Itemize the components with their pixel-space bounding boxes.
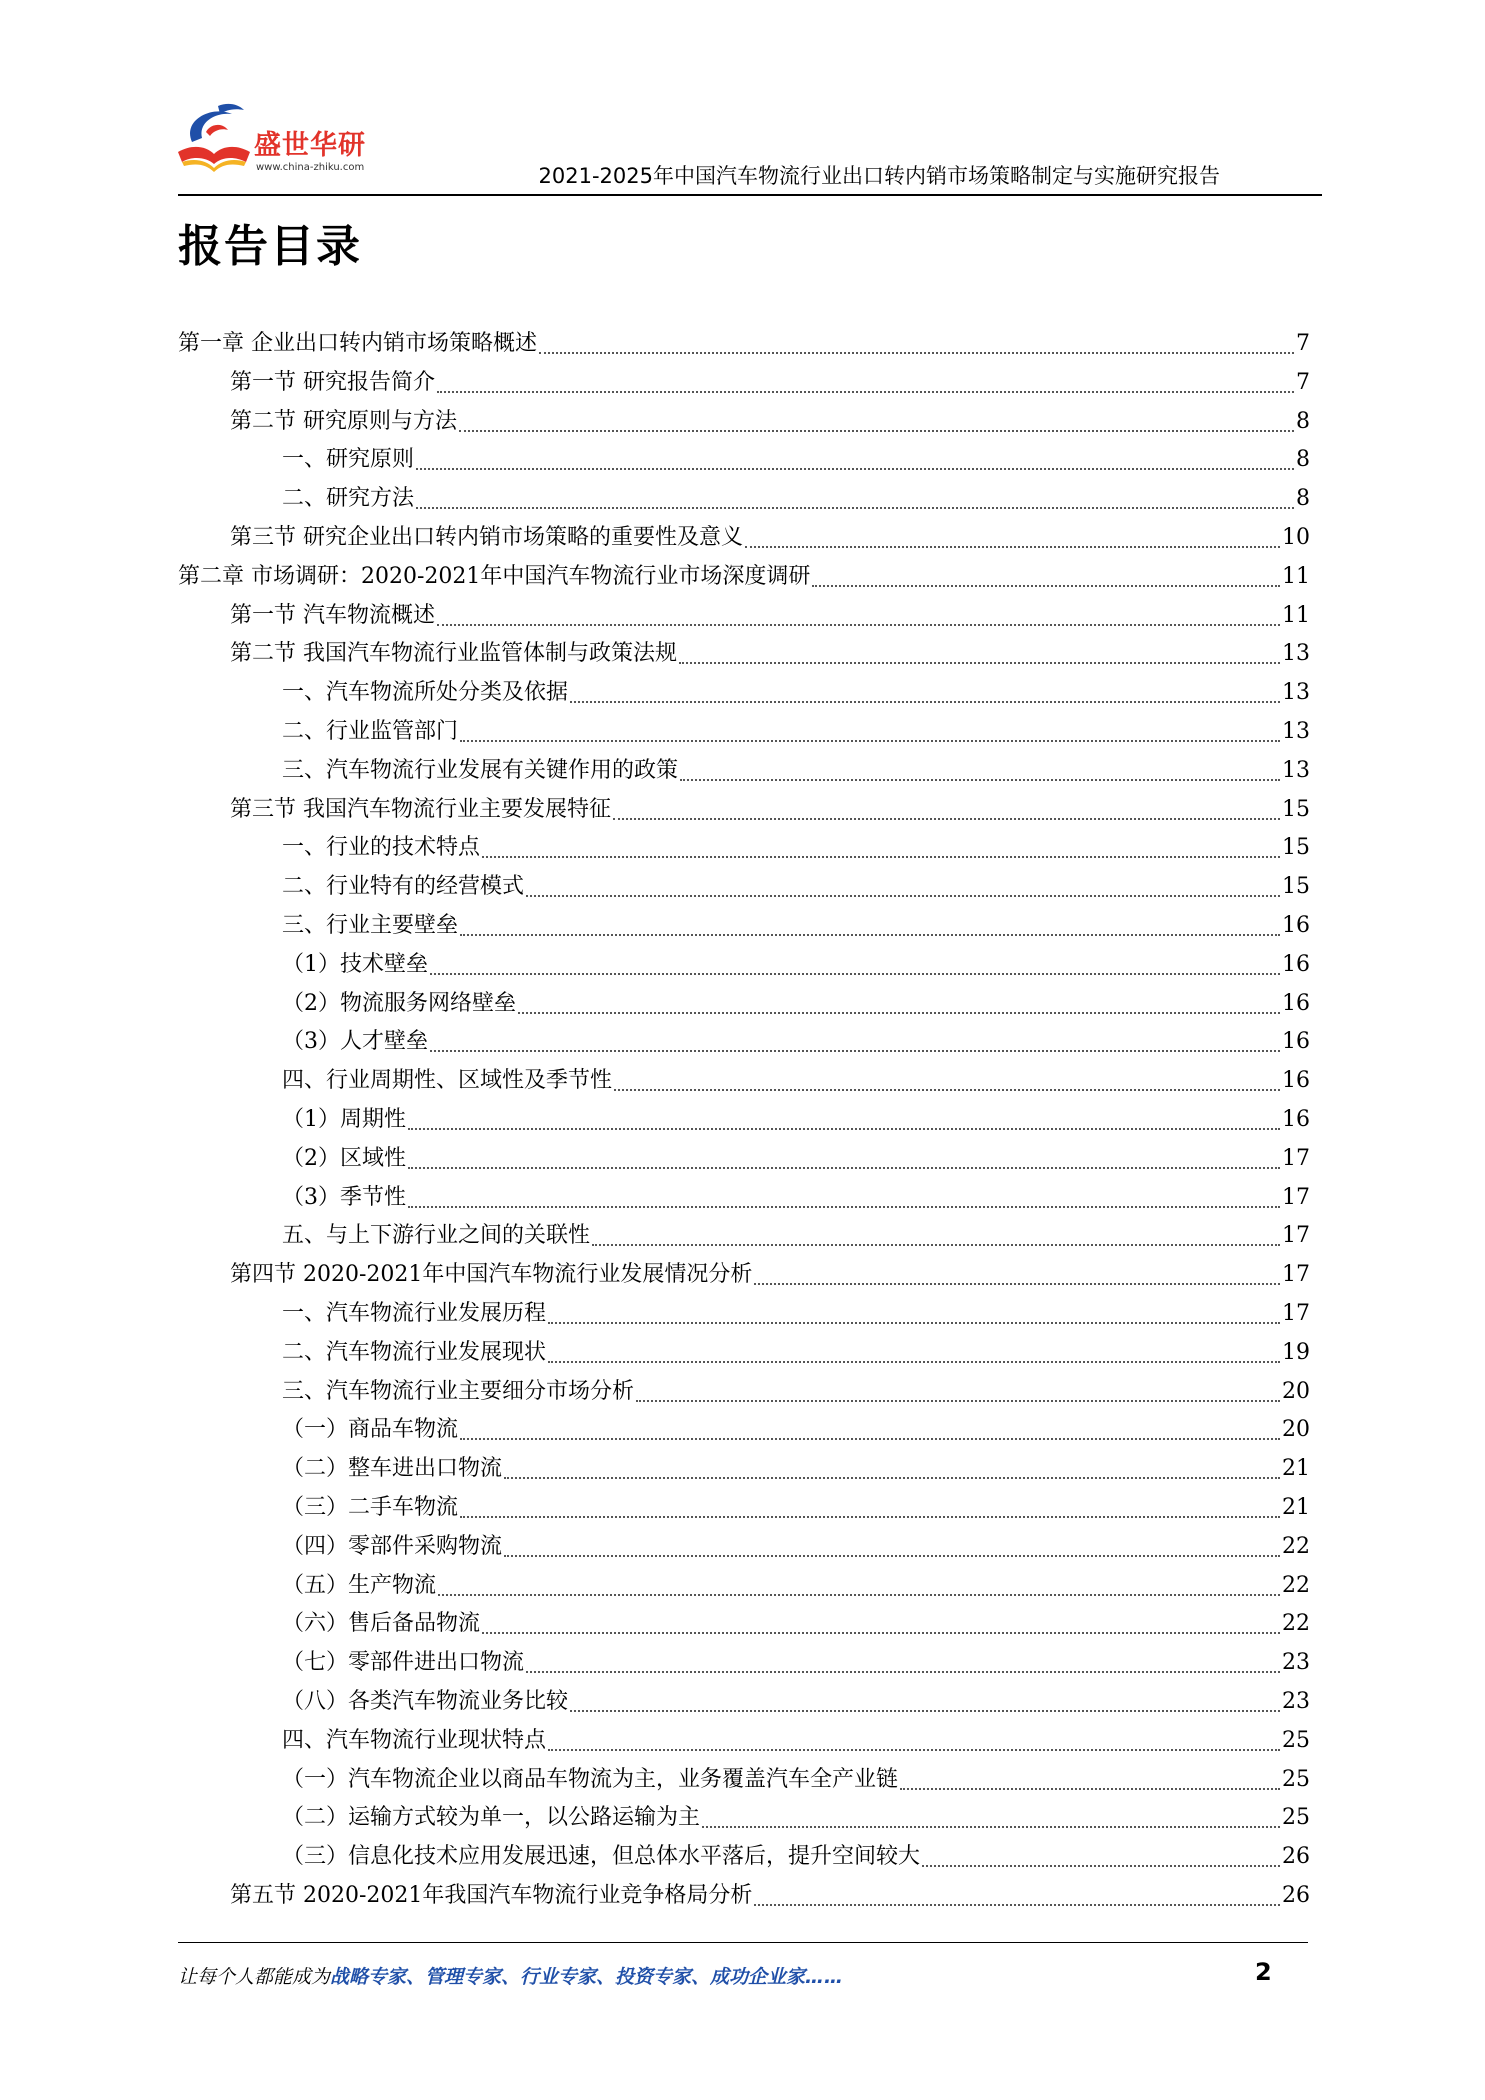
toc-entry-page: 16 bbox=[1282, 1029, 1310, 1055]
toc-entry-page: 26 bbox=[1282, 1844, 1310, 1870]
toc-entry[interactable] bbox=[282, 749, 1310, 785]
toc-entry[interactable] bbox=[282, 1758, 1310, 1794]
toc-entry-title: 三、汽车物流行业发展有关键作用的政策 bbox=[282, 757, 679, 783]
toc-entry-page: 13 bbox=[1282, 719, 1310, 744]
toc-entry[interactable] bbox=[282, 710, 1310, 746]
toc-entry-page: 16 bbox=[1282, 1068, 1310, 1094]
toc-leader-dots bbox=[408, 1104, 1280, 1130]
toc-entry-title: 四、行业周期性、区域性及季节性 bbox=[282, 1068, 613, 1094]
toc-leader-dots bbox=[459, 406, 1294, 432]
toc-entry-title: 第二章 市场调研：2020-2021年中国汽车物流行业市场深度调研 bbox=[178, 563, 811, 589]
toc-entry-page: 11 bbox=[1282, 563, 1310, 589]
toc-entry[interactable] bbox=[282, 1214, 1310, 1250]
toc-entry-page: 16 bbox=[1282, 913, 1310, 938]
logo-emblem-icon bbox=[172, 100, 254, 180]
toc-leader-dots bbox=[812, 561, 1280, 587]
toc-entry[interactable] bbox=[282, 1447, 1310, 1483]
toc-entry-title: 五、与上下游行业之间的关联性 bbox=[282, 1223, 591, 1249]
toc-entry-title: 第五节 2020-2021年我国汽车物流行业竞争格局分析 bbox=[230, 1883, 753, 1908]
toc-leader-dots bbox=[548, 1725, 1280, 1751]
slogan-prefix: 让每个人都能成为 bbox=[178, 1966, 331, 1988]
toc-entry-title: 二、研究方法 bbox=[282, 486, 415, 512]
toc-entry-page: 21 bbox=[1282, 1495, 1310, 1520]
toc-entry[interactable] bbox=[282, 1137, 1310, 1173]
report-title: 2021-2025年中国汽车物流行业出口转内销市场策略制定与实施研究报告 bbox=[538, 164, 1220, 188]
toc-leader-dots bbox=[408, 1143, 1280, 1169]
toc-entry-page: 21 bbox=[1282, 1456, 1310, 1482]
toc-leader-dots bbox=[460, 1414, 1280, 1440]
toc-entry-page: 22 bbox=[1282, 1572, 1310, 1598]
toc-leader-dots bbox=[518, 988, 1280, 1014]
toc-entry-page: 15 bbox=[1282, 796, 1310, 822]
toc-leader-dots bbox=[504, 1453, 1280, 1479]
toc-leader-dots bbox=[504, 1531, 1280, 1557]
toc-entry-title: 第一节 汽车物流概述 bbox=[230, 602, 435, 628]
toc-entry-title: （3）季节性 bbox=[282, 1184, 406, 1210]
toc-entry[interactable] bbox=[178, 322, 1310, 358]
company-logo bbox=[172, 100, 402, 180]
toc-leader-dots bbox=[438, 1570, 1280, 1596]
slogan-suffix: …… bbox=[805, 1966, 844, 1988]
toc-entry[interactable] bbox=[282, 1331, 1310, 1367]
toc-entry-title: 一、行业的技术特点 bbox=[282, 835, 481, 861]
toc-entry-page: 15 bbox=[1282, 874, 1310, 900]
toc-entry[interactable] bbox=[230, 632, 1310, 668]
toc-entry[interactable] bbox=[282, 1564, 1310, 1600]
toc-entry-title: （一）汽车物流企业以商品车物流为主，业务覆盖汽车全产业链 bbox=[282, 1766, 899, 1792]
toc-entry-title: （3）人才壁垒 bbox=[282, 1029, 428, 1055]
toc-leader-dots bbox=[922, 1841, 1280, 1867]
toc-leader-dots bbox=[900, 1764, 1280, 1790]
toc-entry-page: 17 bbox=[1282, 1301, 1310, 1326]
toc-entry-title: 第二节 研究原则与方法 bbox=[230, 408, 457, 434]
toc-entry-page: 17 bbox=[1282, 1223, 1310, 1249]
toc-entry-title: 第四节 2020-2021年中国汽车物流行业发展情况分析 bbox=[230, 1262, 753, 1288]
toc-entry-page: 17 bbox=[1282, 1262, 1310, 1288]
toc-entry[interactable] bbox=[282, 982, 1310, 1018]
toc-entry[interactable] bbox=[282, 943, 1310, 979]
toc-leader-dots bbox=[680, 755, 1280, 781]
toc-entry-title: 第一节 研究报告简介 bbox=[230, 369, 435, 395]
toc-entry-page: 19 bbox=[1282, 1339, 1310, 1365]
logo-url: www.china-zhiku.com bbox=[256, 162, 365, 173]
toc-entry-title: 三、汽车物流行业主要细分市场分析 bbox=[282, 1378, 635, 1404]
toc-entry[interactable] bbox=[230, 516, 1310, 552]
toc-entry[interactable] bbox=[282, 904, 1310, 940]
toc-entry-page: 23 bbox=[1282, 1689, 1310, 1714]
toc-entry-page: 7 bbox=[1296, 369, 1310, 395]
toc-leader-dots bbox=[539, 328, 1294, 354]
toc-entry-page: 16 bbox=[1282, 990, 1310, 1016]
toc-entry-page: 25 bbox=[1282, 1805, 1310, 1831]
toc-entry[interactable] bbox=[230, 788, 1310, 824]
toc-leader-dots bbox=[679, 638, 1280, 664]
toc-entry-page: 15 bbox=[1282, 835, 1310, 861]
toc-entry-title: （2）物流服务网络壁垒 bbox=[282, 990, 516, 1016]
toc-leader-dots bbox=[437, 600, 1280, 626]
toc-entry[interactable] bbox=[282, 1602, 1310, 1638]
header-divider bbox=[178, 194, 1322, 196]
toc-entry[interactable] bbox=[282, 865, 1310, 901]
toc-entry[interactable] bbox=[230, 1874, 1310, 1910]
toc-entry-page: 8 bbox=[1296, 447, 1310, 473]
toc-entry[interactable] bbox=[282, 1370, 1310, 1406]
toc-entry-title: （四）零部件采购物流 bbox=[282, 1533, 503, 1559]
toc-leader-dots bbox=[416, 444, 1294, 470]
toc-leader-dots bbox=[408, 1182, 1280, 1208]
toc-entry-title: 二、汽车物流行业发展现状 bbox=[282, 1339, 547, 1365]
page-header bbox=[0, 0, 1485, 200]
toc-entry-title: （二）整车进出口物流 bbox=[282, 1456, 503, 1482]
toc-entry[interactable] bbox=[282, 438, 1310, 474]
toc-leader-dots bbox=[526, 871, 1280, 897]
toc-entry-page: 7 bbox=[1296, 331, 1310, 356]
toc-leader-dots bbox=[570, 677, 1280, 703]
toc-entry-title: （1）周期性 bbox=[282, 1107, 406, 1132]
toc-entry[interactable] bbox=[282, 1408, 1310, 1444]
toc-leader-dots bbox=[745, 522, 1280, 548]
toc-entry-title: 一、研究原则 bbox=[282, 447, 415, 473]
toc-leader-dots bbox=[592, 1220, 1280, 1246]
toc-entry-title: （六）售后备品物流 bbox=[282, 1611, 481, 1637]
toc-entry-page: 13 bbox=[1282, 757, 1310, 783]
toc-entry[interactable] bbox=[282, 1486, 1310, 1522]
toc-entry[interactable] bbox=[282, 1641, 1310, 1677]
toc-entry-title: （八）各类汽车物流业务比较 bbox=[282, 1689, 569, 1714]
toc-entry-page: 13 bbox=[1282, 641, 1310, 667]
toc-leader-dots bbox=[613, 794, 1280, 820]
toc-leader-dots bbox=[460, 716, 1280, 742]
toc-entry[interactable] bbox=[282, 826, 1310, 862]
toc-entry-title: 二、行业监管部门 bbox=[282, 719, 459, 744]
toc-entry-title: 第三节 我国汽车物流行业主要发展特征 bbox=[230, 796, 611, 822]
toc-leader-dots bbox=[702, 1802, 1280, 1828]
toc-leader-dots bbox=[548, 1337, 1280, 1363]
toc-entry-page: 20 bbox=[1282, 1417, 1310, 1443]
toc-entry-title: （三）信息化技术应用发展迅速，但总体水平落后，提升空间较大 bbox=[282, 1844, 921, 1870]
footer-divider bbox=[178, 1942, 1308, 1943]
toc-entry[interactable] bbox=[282, 1719, 1310, 1755]
toc-entry-page: 10 bbox=[1282, 525, 1310, 550]
toc-entry-page: 23 bbox=[1282, 1650, 1310, 1676]
toc-leader-dots bbox=[614, 1065, 1280, 1091]
toc-entry-title: 一、汽车物流所处分类及依据 bbox=[282, 680, 569, 706]
toc-entry-title: 三、行业主要壁垒 bbox=[282, 913, 459, 938]
toc-leader-dots bbox=[437, 367, 1294, 393]
toc-entry-page: 25 bbox=[1282, 1727, 1310, 1753]
toc-entry[interactable] bbox=[282, 1098, 1310, 1134]
toc-entry-title: 一、汽车物流行业发展历程 bbox=[282, 1301, 547, 1326]
toc-leader-dots bbox=[430, 949, 1280, 975]
toc-leader-dots bbox=[526, 1647, 1280, 1673]
page-heading: 报告目录 bbox=[178, 221, 362, 272]
toc-leader-dots bbox=[754, 1259, 1280, 1285]
toc-entry[interactable] bbox=[282, 1292, 1310, 1328]
toc-entry[interactable] bbox=[230, 361, 1310, 397]
toc-entry[interactable] bbox=[282, 477, 1310, 513]
toc-entry[interactable] bbox=[230, 400, 1310, 436]
toc-entry-title: （二）运输方式较为单一，以公路运输为主 bbox=[282, 1805, 701, 1831]
toc-entry[interactable] bbox=[230, 1253, 1310, 1289]
toc-entry-page: 16 bbox=[1282, 951, 1310, 977]
toc-entry-page: 11 bbox=[1282, 602, 1310, 628]
toc-entry-page: 13 bbox=[1282, 680, 1310, 706]
toc-entry-page: 20 bbox=[1282, 1378, 1310, 1404]
toc-entry-page: 17 bbox=[1282, 1184, 1310, 1210]
toc-entry-page: 22 bbox=[1282, 1533, 1310, 1559]
toc-leader-dots bbox=[482, 832, 1280, 858]
toc-entry[interactable] bbox=[282, 1525, 1310, 1561]
toc-leader-dots bbox=[430, 1026, 1280, 1052]
toc-leader-dots bbox=[636, 1376, 1280, 1402]
toc-entry[interactable] bbox=[282, 1059, 1310, 1095]
slogan-emphasis: 战略专家、管理专家、行业专家、投资专家、成功企业家 bbox=[330, 1966, 806, 1988]
toc-entry-title: （2）区域性 bbox=[282, 1145, 406, 1171]
toc-entry-page: 16 bbox=[1282, 1107, 1310, 1132]
toc-entry-title: （五）生产物流 bbox=[282, 1572, 437, 1598]
toc-entry-title: 二、行业特有的经营模式 bbox=[282, 874, 525, 900]
toc-leader-dots bbox=[460, 1492, 1280, 1518]
toc-leader-dots bbox=[754, 1880, 1280, 1906]
toc-entry-page: 8 bbox=[1296, 486, 1310, 512]
toc-entry[interactable] bbox=[282, 1176, 1310, 1212]
toc-entry-page: 26 bbox=[1282, 1883, 1310, 1908]
toc-leader-dots bbox=[548, 1298, 1280, 1324]
toc-entry-title: （三）二手车物流 bbox=[282, 1495, 459, 1520]
toc-entry-page: 22 bbox=[1282, 1611, 1310, 1637]
toc-leader-dots bbox=[416, 483, 1294, 509]
toc-entry-title: 第二节 我国汽车物流行业监管体制与政策法规 bbox=[230, 641, 677, 667]
toc-leader-dots bbox=[482, 1608, 1280, 1634]
toc-entry[interactable] bbox=[178, 555, 1310, 591]
toc-entry-title: 第三节 研究企业出口转内销市场策略的重要性及意义 bbox=[230, 525, 743, 550]
toc-entry-page: 25 bbox=[1282, 1766, 1310, 1792]
toc-leader-dots bbox=[570, 1686, 1280, 1712]
footer-slogan bbox=[178, 1962, 843, 1989]
toc-entry-title: （一）商品车物流 bbox=[282, 1417, 459, 1443]
toc-entry-title: （1）技术壁垒 bbox=[282, 951, 428, 977]
toc-entry-title: （七）零部件进出口物流 bbox=[282, 1650, 525, 1676]
toc-entry[interactable] bbox=[282, 1796, 1310, 1832]
toc-entry-title: 四、汽车物流行业现状特点 bbox=[282, 1727, 547, 1753]
toc-entry[interactable] bbox=[282, 1835, 1310, 1871]
toc-entry-title: 第一章 企业出口转内销市场策略概述 bbox=[178, 331, 537, 356]
toc-entry[interactable] bbox=[282, 1680, 1310, 1716]
toc-entry[interactable] bbox=[282, 671, 1310, 707]
toc-entry[interactable] bbox=[282, 1020, 1310, 1056]
page-number: 2 bbox=[1255, 1958, 1272, 1986]
toc-entry-page: 17 bbox=[1282, 1145, 1310, 1171]
toc-leader-dots bbox=[460, 910, 1280, 936]
logo-name: 盛世华研 bbox=[254, 130, 366, 161]
toc-entry-page: 8 bbox=[1296, 408, 1310, 434]
toc-entry[interactable] bbox=[230, 594, 1310, 630]
